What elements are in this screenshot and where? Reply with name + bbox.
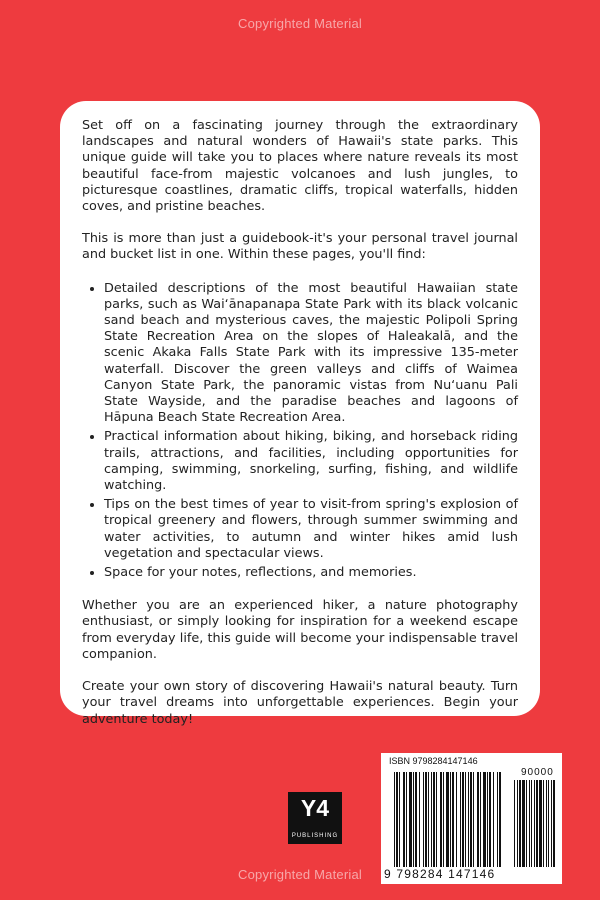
barcode-bar	[433, 772, 435, 867]
barcode-bar	[462, 772, 464, 867]
barcode-bar	[531, 780, 532, 867]
list-item: • Space for your notes, reflections, and memories.	[104, 565, 518, 581]
addon-barcode-bars	[514, 780, 556, 867]
barcode-bar	[399, 772, 400, 867]
barcode-bar	[460, 772, 461, 867]
barcode-bar	[452, 772, 454, 867]
barcode-bar	[548, 780, 549, 867]
isbn-barcode	[381, 753, 562, 884]
list-item: • Practical information about hiking, biking, and horseback riding trails, attractions, and facilities, including opportunities for camping, swimming, snorkeling, surfing, fishing, and wildlife watching.	[104, 429, 518, 494]
barcode-bar	[415, 772, 417, 867]
intro-paragraph: Set off on a fascinating journey through the extraordinary landscapes and natural wonders of Hawaii's state parks. This unique guide will take you to places where nature reveals its most beautiful face-from majestic volcanoes and lush jungles, to picturesque coastlines, dramatic cliffs, tropical waterfalls, hidden coves, and pristine beaches.	[82, 118, 518, 215]
barcode-bar	[436, 772, 437, 867]
barcode-bar	[487, 772, 488, 867]
barcode-bar	[443, 772, 444, 867]
barcode-bar	[413, 772, 414, 867]
barcode-bar	[529, 780, 530, 867]
barcode-bar	[465, 772, 466, 867]
barcode-bar	[497, 772, 498, 867]
isbn-digits: 9 798284 147146	[384, 867, 496, 881]
barcode-bar	[440, 772, 442, 867]
isbn-label: ISBN 9798284147146	[389, 756, 478, 766]
barcode-bar	[499, 772, 501, 867]
barcode-bar	[470, 772, 472, 867]
barcode-bars	[394, 772, 501, 867]
barcode-bar	[428, 772, 429, 867]
barcode-bar	[406, 772, 407, 867]
barcode-bar	[450, 772, 451, 867]
barcode-bar	[396, 772, 398, 867]
publisher-logo	[288, 792, 342, 844]
barcode-bar	[477, 772, 479, 867]
barcode-bar	[493, 772, 494, 867]
barcode-bar	[456, 772, 457, 867]
closing-paragraph: Whether you are an experienced hiker, a nature photography enthusiast, or simply looking for inspiration for a weekend escape from everyday life, this guide will become your indispensable travel companion.	[82, 598, 518, 662]
barcode-bar	[489, 772, 491, 867]
barcode-bar	[480, 772, 481, 867]
barcode-bar	[514, 780, 515, 867]
barcode-bar	[536, 780, 538, 867]
price-addon-number: 90000	[521, 767, 554, 778]
watermark-top: Copyrighted Material	[238, 16, 362, 31]
barcode-bar	[517, 780, 518, 867]
barcode-bar	[534, 780, 535, 867]
barcode-bar	[446, 772, 449, 867]
barcode-bar	[543, 780, 544, 867]
barcode-bar	[546, 780, 547, 867]
barcode-bar	[409, 772, 412, 867]
barcode-bar	[551, 780, 552, 867]
barcode-bar	[425, 772, 427, 867]
barcode-bar	[539, 780, 542, 867]
feature-list	[82, 281, 518, 582]
barcode-bar	[483, 772, 486, 867]
barcode-bar	[473, 772, 474, 867]
barcode-bar	[468, 772, 469, 867]
call-to-action-paragraph: Create your own story of discovering Hawaii's natural beauty. Turn your travel dreams into unforgettable experiences. Begin your adventure today!	[82, 679, 518, 727]
publisher-name: PUBLISHING	[291, 833, 339, 839]
barcode-bar	[526, 780, 527, 867]
barcode-bar	[431, 772, 432, 867]
barcode-bar	[423, 772, 424, 867]
barcode-bar	[419, 772, 420, 867]
barcode-bar	[522, 780, 525, 867]
description-card	[60, 101, 540, 727]
list-item: • Tips on the best times of year to visit-from spring's explosion of tropical greenery and flowers, through summer swimming and water activities, to autumn and winter hikes amid lush vegetation and spectacular views.	[104, 497, 518, 562]
lead-paragraph: This is more than just a guidebook-it's your personal travel journal and bucket list in one. Within these pages, you'll find:	[82, 231, 518, 263]
barcode-bar	[553, 780, 555, 867]
watermark-bottom: Copyrighted Material	[238, 867, 362, 882]
barcode-bar	[394, 772, 395, 867]
list-item: • Detailed descriptions of the most beautiful Hawaiian state parks, such as Wai‘ānapanapa State Park with its black volcanic sand beach and mysterious caves, the majestic Polipoli Spring State Recreation Area on the slopes of Haleakalā, and the scenic Akaka Falls State Park with its impressive 135-meter waterfall. Discover the green valleys and cliffs of Waimea Canyon State Park, the panoramic vistas from Nu‘uanu Pali State Wayside, and the paradise beaches and lagoons of Hāpuna Beach State Recreation Area.	[104, 281, 518, 427]
barcode-bar	[403, 772, 405, 867]
barcode-bar	[519, 780, 521, 867]
publisher-mark: Y4	[300, 795, 330, 821]
